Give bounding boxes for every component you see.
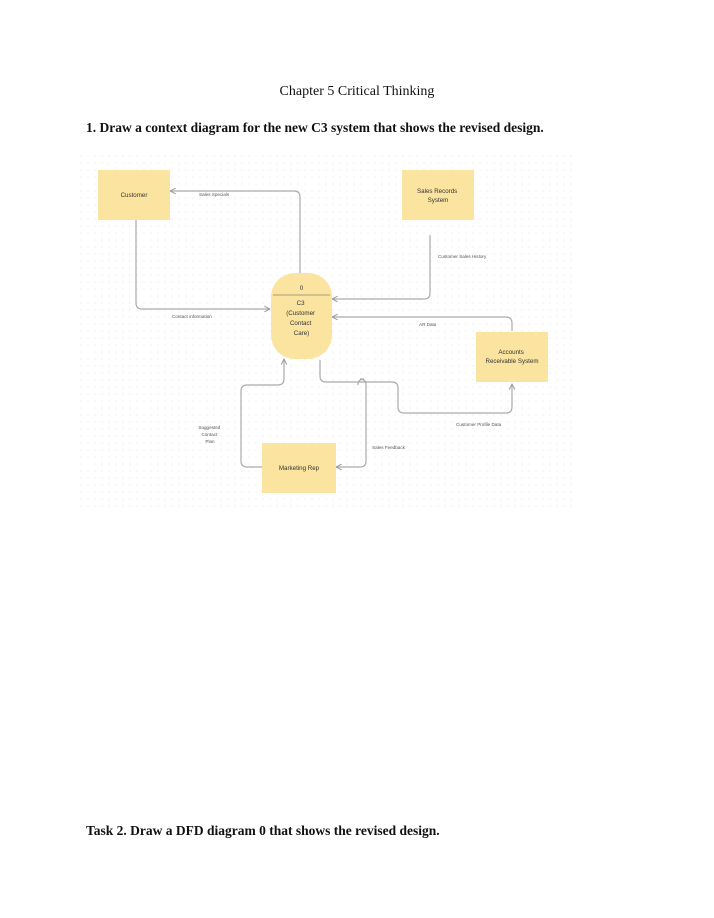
process-name: C3 (Customer Contact Care) (286, 300, 316, 337)
flow-suggested-contact-plan-label: Suggested Contact Plan (198, 425, 221, 444)
process-number: 0 (299, 285, 304, 292)
flow-customer-sales-history-label: Customer Sales History (438, 254, 487, 259)
flow-sales-specials-label: Sales Specials (199, 192, 230, 197)
question-1-heading: 1. Draw a context diagram for the new C3 system that shows the revised design. (86, 120, 544, 135)
flow-customer-profile-data-label: Customer Profile Data (456, 422, 502, 427)
flow-contact-information-label: Contact information (172, 314, 212, 319)
question-2-heading: Task 2. Draw a DFD diagram 0 that shows the revised design. (86, 823, 440, 838)
sales-records-entity-box (402, 170, 474, 220)
sales-records-entity-label: Sales Records System (417, 188, 458, 204)
flow-sales-feedback-label: Sales Feedback (372, 445, 405, 450)
accounts-receivable-entity-label: Accounts Receivable System (485, 349, 539, 365)
accounts-receivable-entity-box (476, 332, 548, 382)
marketing-rep-entity-label: Marketing Rep (278, 465, 320, 472)
document-title: Chapter 5 Critical Thinking (279, 84, 435, 99)
context-diagram-canvas (80, 155, 575, 510)
customer-entity-label: Customer (120, 192, 148, 199)
flow-ar-data-label: AR Data (419, 322, 437, 327)
context-diagram (80, 155, 575, 510)
